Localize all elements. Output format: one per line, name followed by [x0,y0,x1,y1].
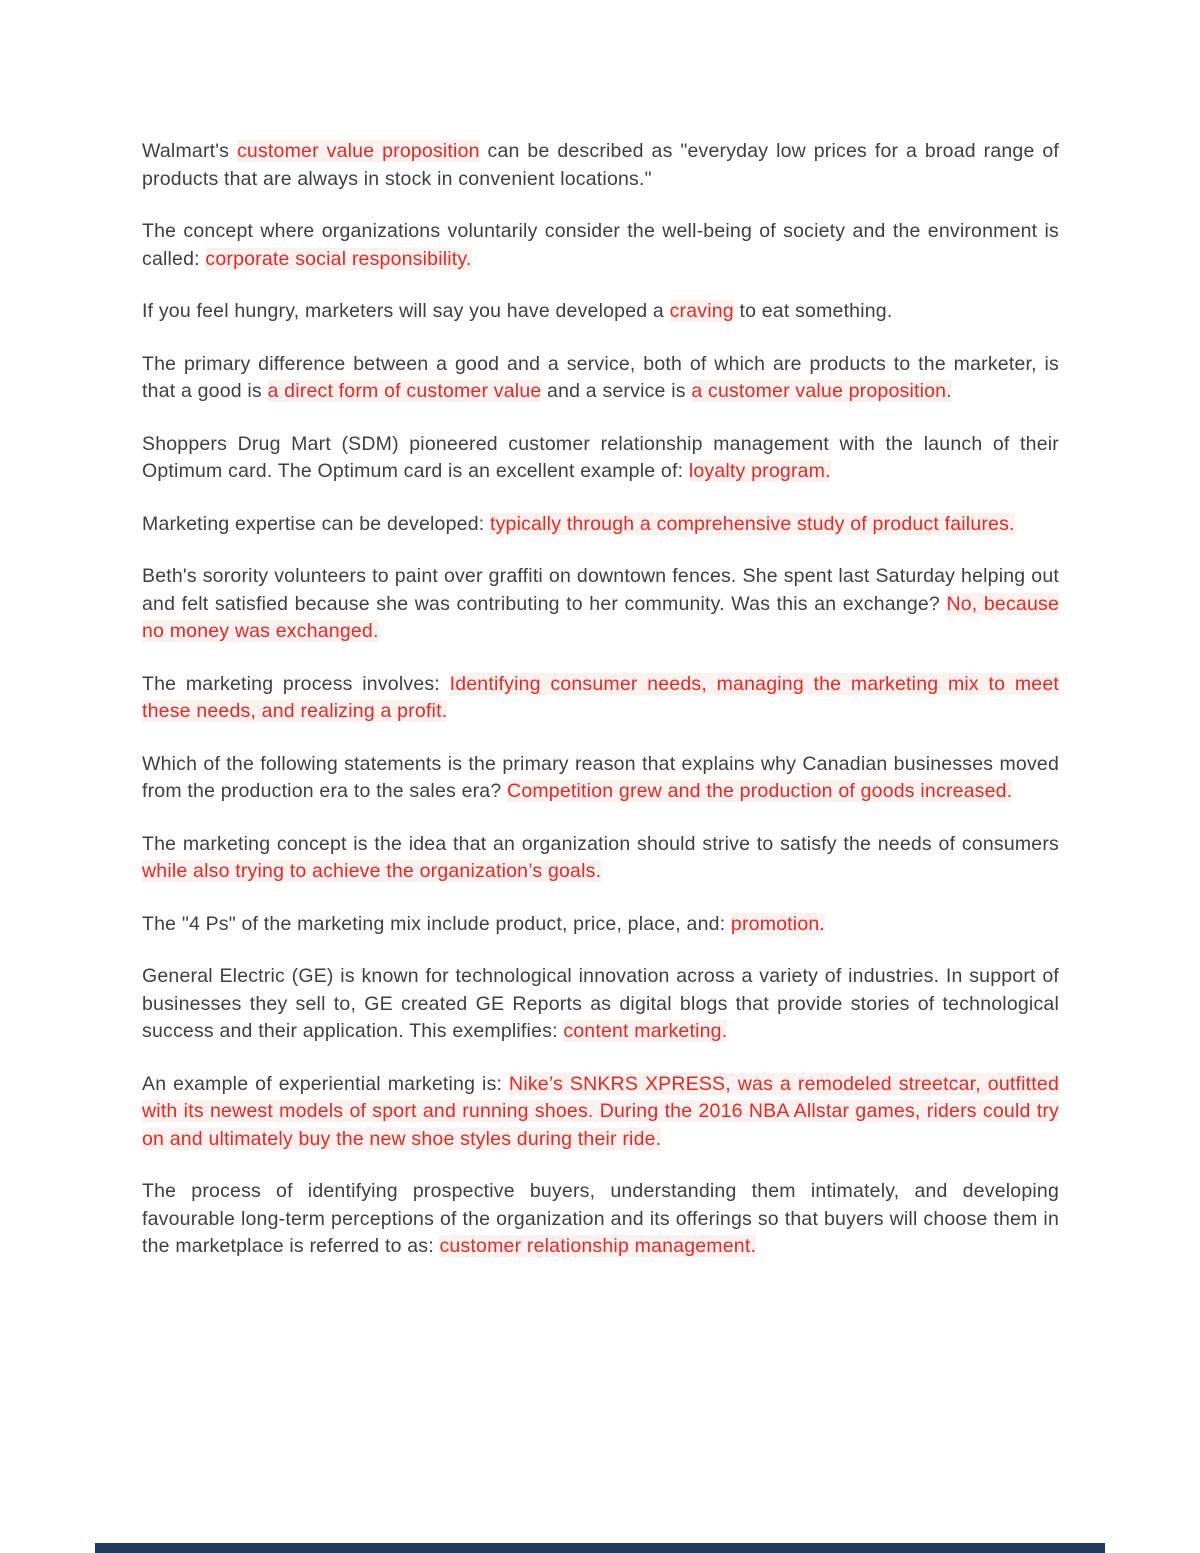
question-text: If you feel hungry, marketers will say you have developed a [142,300,670,322]
answer-text: typically through a comprehensive study of product failures. [489,512,1015,535]
question-text: The primary difference between a good and a service, both of which are products to the marketer, is that a good is [142,352,1059,402]
paragraph [142,751,1059,806]
answer-text: Nike’s SNKRS XPRESS, was a remodeled streetcar, outfitted with its newest models of sport and running shoes. During the 2016 NBA Allstar games, riders could try on and ultimately buy the new shoe styles during their ride. [142,1072,1059,1150]
paragraph [142,351,1059,406]
paragraph [142,831,1059,886]
question-text: The marketing process involves: [142,672,450,695]
paragraph [142,563,1059,646]
question-text: The process of identifying prospective buyers, understanding them intimately, and developing favourable long-term perceptions of the organization and its offerings so that buyers will choose them in the marketplace is referred to as: [142,1180,1059,1257]
answer-text: corporate social responsibility. [205,247,472,270]
answer-text: content marketing. [563,1020,728,1042]
document-content [142,138,1059,1286]
question-text: The "4 Ps" of the marketing mix include product, price, place, and: [142,912,731,935]
answer-text: customer relationship management. [439,1235,757,1257]
question-text: can be described as "everyday low prices for a broad range of products that are always in stock in convenient locations." [142,140,1060,190]
paragraph [142,431,1059,486]
answer-text: craving [669,300,734,322]
answer-text: Identifying consumer needs, managing the marketing mix to meet these needs, and realizing a profit. [142,672,1059,722]
question-text: An example of experiential marketing is: [142,1072,510,1095]
paragraph [142,138,1059,193]
question-text: Which of the following statements is the primary reason that explains why Canadian businesses moved from the production era to the sales era? [142,752,1059,802]
question-text: Beth's sorority volunteers to paint over graffiti on downtown fences. She spent last Saturday helping out and felt satisfied because she was contributing to her community. Was this an exchange? [142,565,1059,615]
paragraph [142,511,1059,539]
paragraph [142,1071,1059,1154]
paragraph [142,218,1059,273]
paragraph [142,963,1059,1046]
paragraph [142,298,1059,326]
paragraph [142,1178,1059,1261]
paragraph [142,911,1059,939]
answer-text: customer value proposition [236,140,480,162]
answer-text: No, because no money was exchanged. [142,592,1059,642]
question-text: The concept where organizations voluntarily consider the well-being of society and the environment is called: [142,220,1059,270]
question-text: Shoppers Drug Mart (SDM) pioneered customer relationship management with the launch of their Optimum card. The Optimum card is an excellent example of: [142,432,1059,482]
question-text: Walmart's [142,140,237,162]
answer-text: while also trying to achieve the organization’s goals. [142,860,602,882]
answer-text: Competition grew and the production of goods increased. [507,780,1013,802]
next-page-edge [95,1543,1105,1553]
question-text: The marketing concept is the idea that an organization should strive to satisfy the needs of consumers [142,832,1059,855]
question-text: to eat something. [733,300,893,322]
answer-text: a direct form of customer value [267,380,542,402]
question-text: and a service is [541,380,692,402]
paragraph [142,671,1059,726]
question-text: Marketing expertise can be developed: [142,512,490,535]
question-text: General Electric (GE) is known for technological innovation across a variety of industries. In support of businesses they sell to, GE created GE Reports as digital blogs that provide stories of technological success and their application. This exemplifies: [142,965,1059,1042]
answer-text: a customer value proposition. [691,380,952,402]
answer-text: loyalty program. [688,460,831,482]
answer-text: promotion. [730,912,826,935]
